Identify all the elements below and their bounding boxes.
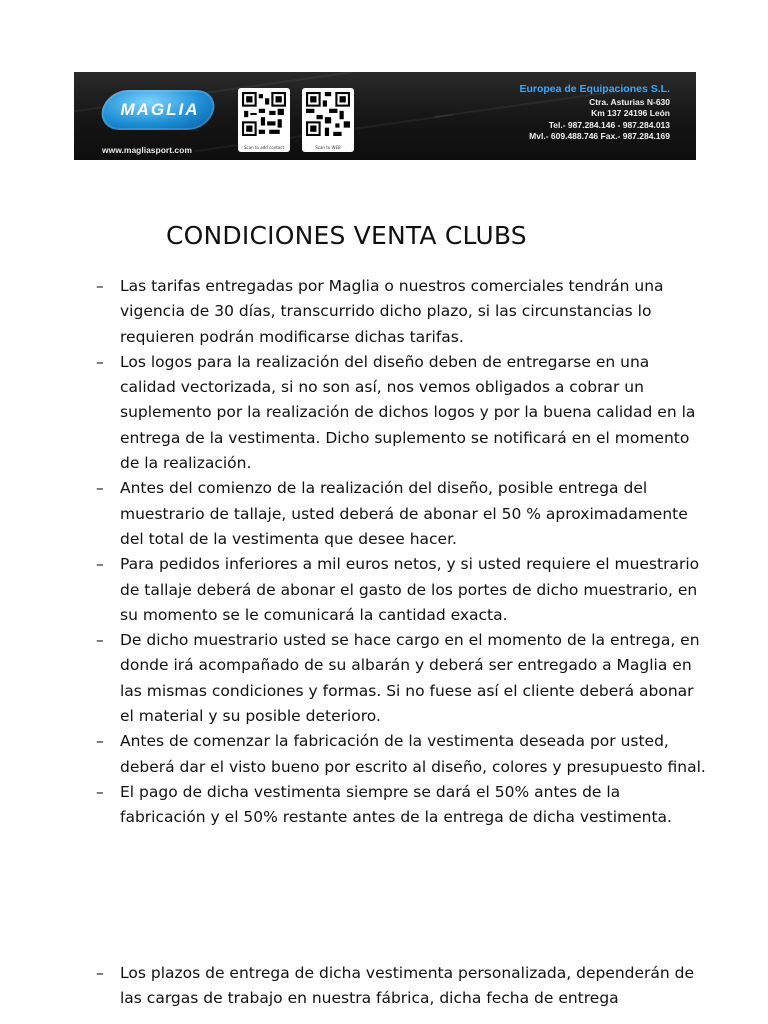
- condition-text: Las tarifas entregadas por Maglia o nuestros comerciales tendrán una vigencia de 30 días, transcurrido dicho plazo, si las circunstancias lo requieren podrán modificarse dichas tarifas.: [120, 277, 664, 346]
- condition-item: [96, 476, 706, 552]
- qr-caption-contact: Scan to add contact: [243, 145, 285, 150]
- conditions-list: [96, 274, 706, 831]
- phone-line: Tel.- 987.284.146 - 987.284.013: [548, 119, 670, 130]
- condition-text: Antes del comienzo de la realización del diseño, posible entrega del muestrario de tallaje, usted deberá de abonar el 50 % aproximadamente del total de la vestimenta que desee hacer.: [120, 479, 688, 548]
- bullet-dash: –: [96, 964, 104, 982]
- bullet-dash: –: [96, 631, 104, 650]
- qr-code-icon: [242, 92, 286, 136]
- condition-item: [96, 274, 706, 350]
- condition-item: [96, 350, 706, 476]
- bullet-dash: –: [96, 277, 104, 295]
- website-link[interactable]: www.magliasport.com: [102, 145, 192, 155]
- bullet-dash: –: [96, 782, 104, 801]
- qr-caption-web: Scan to WEB: [315, 145, 341, 150]
- condition-text: El pago de dicha vestimenta siempre se dará el 50% antes de la fabricación y el 50% restante antes de la entrega de dicha vestimenta.: [120, 782, 672, 827]
- condition-item: [96, 780, 706, 831]
- letterhead-banner: [74, 72, 696, 160]
- bullet-dash: –: [96, 352, 104, 371]
- qr-code-web[interactable]: [302, 88, 354, 152]
- condition-item: [96, 628, 706, 729]
- condition-item: [96, 552, 706, 628]
- company-name: Europea de Equipaciones S.L.: [519, 83, 670, 95]
- condition-text: Los plazos de entrega de dicha vestimenta personalizada, dependerán de las cargas de trabajo en nuestra fábrica, dicha fecha de entrega: [120, 964, 695, 1008]
- document-title: CONDICIONES VENTA CLUBS: [166, 221, 527, 250]
- condition-text: Para pedidos inferiores a mil euros netos, y si usted requiere el muestrario de tallaje deberá de abonar el gasto de los portes de dicho muestrario, en su momento se le comunicará la cantidad exacta.: [120, 555, 700, 624]
- condition-item: [96, 729, 706, 780]
- address-line-2: Km 137 24196 León: [591, 108, 670, 118]
- mobile-fax-line: Mvl.- 609.488.746 Fax.- 987.284.169: [529, 131, 670, 141]
- company-contact-block: [519, 84, 670, 143]
- condition-item: [96, 961, 706, 1012]
- qr-code-icon: [306, 92, 350, 136]
- logo-text: MAGLIA: [120, 100, 200, 119]
- address-line-1: Ctra. Asturias N-630: [589, 96, 670, 107]
- bullet-dash: –: [96, 555, 104, 574]
- condition-text: De dicho muestrario usted se hace cargo en el momento de la entrega, en donde irá acompañado de su albarán y deberá ser entregado a Maglia en las mismas condiciones y formas. Si no fuese así el cliente deberá abonar el material y su posible deterioro.: [120, 631, 700, 726]
- bullet-dash: –: [96, 732, 104, 751]
- bullet-dash: –: [96, 479, 104, 498]
- condition-text: Antes de comenzar la fabricación de la vestimenta deseada por usted, deberá dar el visto bueno por escrito al diseño, colores y presupuesto final.: [120, 732, 706, 776]
- qr-code-contact[interactable]: [238, 88, 290, 152]
- condition-text: Los logos para la realización del diseño deben de entregarse en una calidad vectorizada, si no son así, nos vemos obligados a cobrar un suplemento por la realización de dichos logos y por la buena calidad en la entrega de la vestimenta. Dicho suplemento se notificará en el momento de la realización.: [120, 352, 696, 473]
- conditions-list-continued: [96, 961, 706, 1012]
